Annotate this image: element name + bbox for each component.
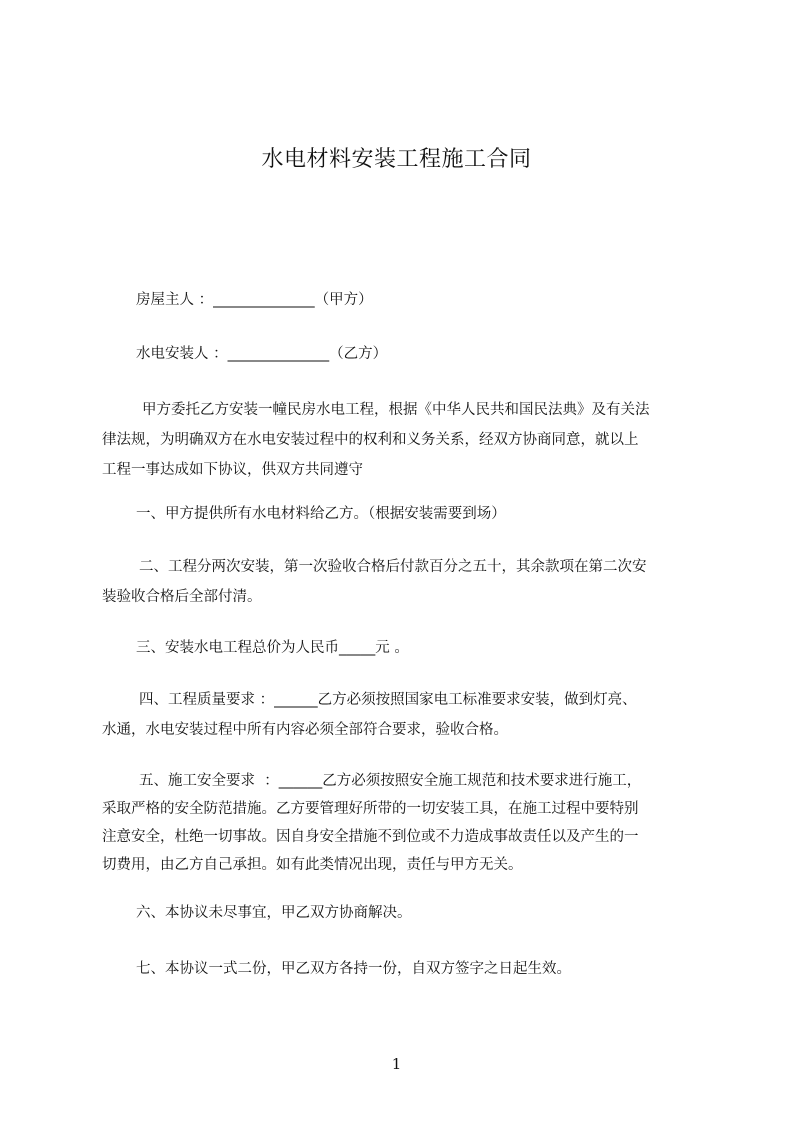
clause-6: 六、本协议未尽事宜，甲乙双方协商解决。 <box>136 905 412 921</box>
intro-line-3: 工程一事达成如下协议，供双方共同遵守 <box>102 462 363 478</box>
clause-2-line-2: 装验收合格后全部付清。 <box>102 589 262 605</box>
intro-paragraph <box>102 396 702 484</box>
clause-7: 七、本协议一式二份，甲乙双方各持一份，自双方签字之日起生效。 <box>136 961 571 977</box>
clause-4 <box>102 686 702 744</box>
clause-2-line-1: 二、工程分两次安装，第一次验收合格后付款百分之五十，其余款项在第二次安 <box>139 559 647 575</box>
clause-5 <box>102 767 702 879</box>
clause-5-line-1: 五、施工安全要求 ：______乙方必须按照安全施工规范和技术要求进行施工， <box>139 773 642 789</box>
clause-1: 一、甲方提供所有水电材料给乙方。（根据安装需要到场） <box>136 506 506 522</box>
clause-4-line-2: 水通，水电安装过程中所有内容必须全部符合要求，验收合格。 <box>102 722 508 738</box>
party-a-line: 房屋主人 ：______________（甲方） <box>136 292 373 308</box>
intro-line-1: 甲方委托乙方安装一幢民房水电工程，根据《中华人民共和国民法典》及有关法 <box>142 402 650 418</box>
intro-line-2: 律法规，为明确双方在水电安装过程中的权利和义务关系，经双方协商同意，就以上 <box>102 432 639 448</box>
clause-2 <box>102 553 702 611</box>
document-title: 水电材料安装工程施工合同 <box>261 147 532 172</box>
party-b-line: 水电安装人 ：______________（乙方） <box>136 346 388 362</box>
clause-5-line-4: 切费用，由乙方自己承担。如有此类情况出现，责任与甲方无关。 <box>102 857 523 873</box>
clause-5-line-2: 采取严格的安全防范措施。乙方要管理好所带的一切安装工具，在施工过程中要特别 <box>102 801 639 817</box>
clause-3: 三、安装水电工程总价为人民币_____元 。 <box>136 640 409 656</box>
page-number: 1 <box>391 1055 402 1073</box>
clause-5-line-3: 注意安全，杜绝一切事故。因自身安全措施不到位或不力造成事故责任以及产生的一 <box>102 829 639 845</box>
clause-4-line-1: 四、工程质量要求 ：______乙方必须按照国家电工标准要求安装，做到灯亮、 <box>139 692 637 708</box>
